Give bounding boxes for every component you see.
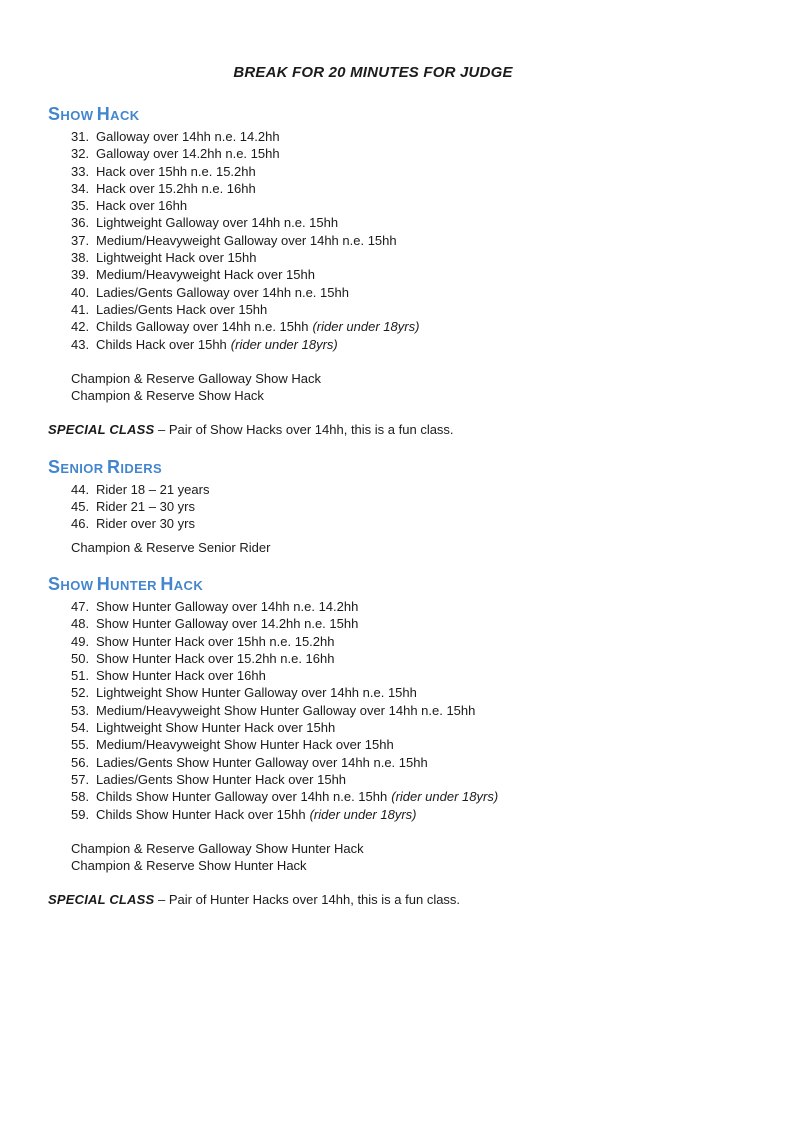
class-description (96, 667, 270, 684)
class-note: (rider under 18yrs) (230, 336, 338, 352)
class-number: 50. (71, 650, 90, 666)
class-number: 33. (71, 163, 90, 179)
class-text: Rider 18 – 21 years (96, 481, 210, 497)
class-list-item (71, 197, 698, 214)
class-number: 59. (71, 806, 90, 822)
class-number: 52. (71, 685, 90, 701)
class-list-item (71, 498, 698, 515)
class-description (96, 788, 498, 805)
class-list-item (71, 163, 698, 180)
class-number: 46. (71, 516, 90, 532)
class-text: Galloway over 14hh n.e. 14.2hh (96, 129, 280, 144)
class-text: Childs Galloway over 14hh n.e. 15hh (96, 319, 309, 335)
class-text: Hack over 15.2hh n.e. 16hh (96, 180, 256, 196)
class-description (96, 754, 432, 771)
class-number: 48. (71, 616, 90, 632)
class-description (96, 498, 199, 515)
special-class-line (48, 891, 698, 908)
section-senior-riders (48, 456, 698, 556)
class-list-item (71, 719, 698, 736)
class-number: 35. (71, 198, 90, 214)
champion-line: Champion & Reserve Show Hack (71, 388, 264, 404)
special-class-line (48, 421, 698, 438)
class-description (96, 128, 284, 145)
class-text: Ladies/Gents Show Hunter Hack over 15hh (96, 771, 347, 787)
class-list-item (71, 684, 698, 701)
class-number: 47. (71, 598, 90, 614)
class-list-item (71, 650, 698, 667)
class-list-item (71, 771, 698, 788)
class-number: 32. (71, 146, 90, 162)
class-description (96, 771, 350, 788)
class-list-item (71, 615, 698, 632)
class-description (96, 684, 421, 701)
class-text: Show Hunter Galloway over 14hh n.e. 14.2hh (96, 598, 359, 614)
class-list (48, 128, 698, 353)
class-text: Lightweight Hack over 15hh (96, 250, 257, 266)
champion-line: Champion & Reserve Show Hunter Hack (71, 858, 307, 874)
class-description (96, 615, 362, 632)
class-description (96, 301, 271, 318)
class-text: Lightweight Show Hunter Hack over 15hh (96, 720, 336, 736)
class-text: Ladies/Gents Galloway over 14hh n.e. 15hh (96, 284, 349, 300)
class-description (96, 197, 191, 214)
class-number: 34. (71, 180, 90, 196)
champion-lines (48, 539, 698, 556)
class-text: Show Hunter Hack over 15.2hh n.e. 16hh (96, 650, 335, 666)
class-description (96, 284, 353, 301)
class-note: (rider under 18yrs) (312, 319, 420, 335)
champion-line: Champion & Reserve Senior Rider (71, 539, 271, 555)
class-list-item (71, 515, 698, 532)
class-text: Show Hunter Galloway over 14.2hh n.e. 15hh (96, 616, 359, 632)
section-heading: Senior Riders (48, 456, 163, 477)
class-description (96, 214, 342, 231)
class-list-item (71, 232, 698, 249)
class-list-item (71, 128, 698, 145)
class-list-item (71, 806, 698, 823)
class-number: 31. (71, 129, 90, 144)
class-number: 45. (71, 499, 90, 515)
class-number: 43. (71, 336, 90, 352)
class-list-item (71, 754, 698, 771)
class-number: 49. (71, 633, 90, 649)
class-description (96, 515, 199, 532)
class-description (96, 481, 213, 498)
page-title: BREAK FOR 20 MINUTES FOR JUDGE (233, 64, 513, 81)
class-list-item (71, 266, 698, 283)
class-list-item (71, 145, 698, 162)
section-heading: Show Hack (48, 104, 140, 124)
class-number: 39. (71, 267, 90, 283)
class-text: Ladies/Gents Show Hunter Galloway over 14hh n.e. 15hh (96, 754, 428, 770)
class-list-item (71, 249, 698, 266)
class-text: Show Hunter Hack over 16hh (96, 668, 266, 684)
class-text: Childs Hack over 15hh (96, 336, 227, 352)
class-text: Medium/Heavyweight Hack over 15hh (96, 267, 315, 283)
champion-line: Champion & Reserve Galloway Show Hunter Hack (71, 840, 364, 856)
class-list-item (71, 788, 698, 805)
class-number: 58. (71, 789, 90, 805)
class-list-item (71, 284, 698, 301)
class-text: Childs Show Hunter Hack over 15hh (96, 806, 306, 822)
class-number: 57. (71, 771, 90, 787)
class-description (96, 318, 419, 335)
class-description (96, 650, 338, 667)
class-number: 56. (71, 754, 90, 770)
class-number: 44. (71, 481, 90, 497)
class-list-item (71, 481, 698, 498)
class-list-item (71, 598, 698, 615)
class-list-item (71, 301, 698, 318)
class-text: Ladies/Gents Hack over 15hh (96, 301, 268, 317)
class-number: 36. (71, 215, 90, 231)
class-list-item (71, 318, 698, 335)
class-description (96, 633, 338, 650)
class-list-item (71, 736, 698, 753)
class-description (96, 719, 339, 736)
champion-lines (48, 840, 698, 875)
class-description (96, 736, 398, 753)
class-number: 38. (71, 250, 90, 266)
section-show-hunter-hack (48, 573, 698, 909)
class-text: Rider 21 – 30 yrs (96, 499, 195, 515)
class-description (96, 249, 260, 266)
class-description (96, 163, 260, 180)
class-number: 55. (71, 737, 90, 753)
class-description (96, 702, 479, 719)
class-list (48, 481, 698, 533)
class-number: 53. (71, 702, 90, 718)
class-text: Lightweight Galloway over 14hh n.e. 15hh (96, 215, 339, 231)
class-list-item (71, 633, 698, 650)
class-list-item (71, 180, 698, 197)
class-text: Lightweight Show Hunter Galloway over 14hh n.e. 15hh (96, 685, 417, 701)
class-description (96, 145, 284, 162)
special-class-label: SPECIAL CLASS (48, 422, 155, 438)
class-text: Medium/Heavyweight Show Hunter Galloway over 14hh n.e. 15hh (96, 702, 476, 718)
class-text: Rider over 30 yrs (96, 516, 195, 532)
class-description (96, 336, 338, 353)
class-list-item (71, 667, 698, 684)
class-text: Hack over 15hh n.e. 15.2hh (96, 163, 256, 179)
class-list-item (71, 214, 698, 231)
section-heading: Show Hunter Hack (48, 573, 204, 594)
class-description (96, 180, 260, 197)
class-text: Medium/Heavyweight Galloway over 14hh n.e. 15hh (96, 232, 397, 248)
class-list-item (71, 336, 698, 353)
class-number: 51. (71, 668, 90, 684)
special-class-text: – Pair of Show Hacks over 14hh, this is a fun class. (158, 422, 454, 438)
class-description (96, 806, 417, 823)
class-list (48, 598, 698, 823)
special-class-text: – Pair of Hunter Hacks over 14hh, this is a fun class. (158, 892, 461, 908)
champion-line: Champion & Reserve Galloway Show Hack (71, 370, 321, 386)
class-text: Galloway over 14.2hh n.e. 15hh (96, 146, 280, 162)
class-text: Medium/Heavyweight Show Hunter Hack over 15hh (96, 737, 394, 753)
special-class-label: SPECIAL CLASS (48, 892, 155, 908)
class-number: 41. (71, 301, 90, 317)
class-text: Childs Show Hunter Galloway over 14hh n.e. 15hh (96, 789, 388, 805)
class-number: 40. (71, 284, 90, 300)
class-description (96, 232, 401, 249)
class-number: 42. (71, 319, 90, 335)
class-description (96, 598, 362, 615)
class-note: (rider under 18yrs) (391, 789, 499, 805)
class-description (96, 266, 319, 283)
section-show-hack (48, 103, 698, 439)
champion-lines (48, 370, 698, 405)
class-text: Hack over 16hh (96, 198, 188, 214)
class-number: 54. (71, 720, 90, 736)
class-number: 37. (71, 232, 90, 248)
class-text: Show Hunter Hack over 15hh n.e. 15.2hh (96, 633, 335, 649)
class-note: (rider under 18yrs) (309, 806, 417, 822)
class-list-item (71, 702, 698, 719)
